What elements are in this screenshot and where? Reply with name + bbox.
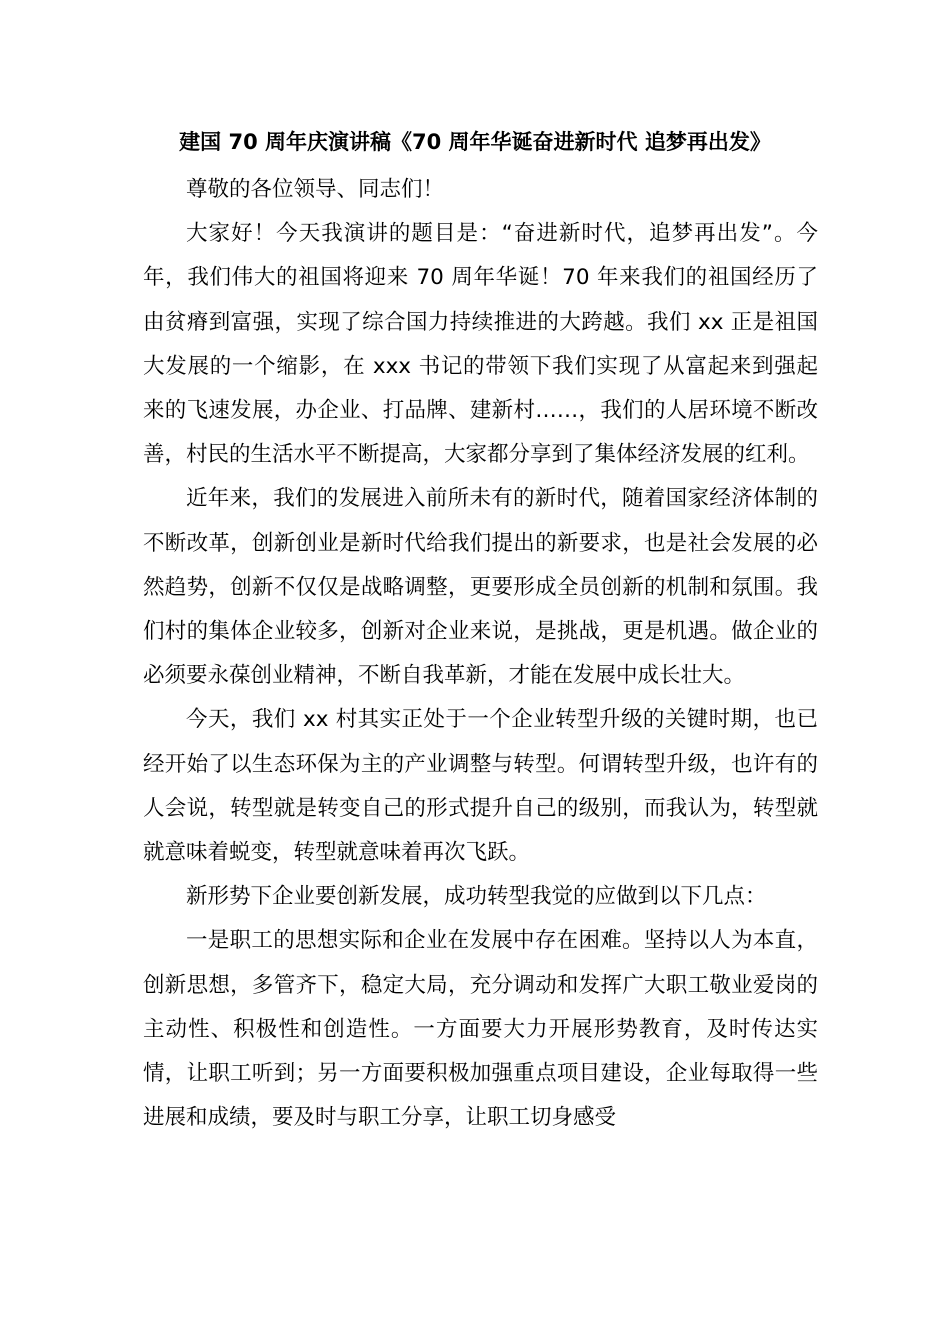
transformation-paragraph: 今天，我们 xx 村其实正处于一个企业转型升级的关键时期，也已经开始了以生态环保为主的产业调整与转型。何谓转型升级，也许有的人会说，转型就是转变自己的形式提升自己的级别，而我认为，转型就就意味着蜕变，转型就意味着再次飞跃。 <box>143 707 818 866</box>
intro-paragraph: 大家好！今天我演讲的题目是：“奋进新时代，追梦再出发”。今年，我们伟大的祖国将迎来 70 周年华诞！70 年来我们的祖国经历了由贫瘠到富强，实现了综合国力持续推进的大跨越。我们 xx 正是祖国大发展的一个缩影，在 xxx 书记的带领下我们实现了从富起来到强起来的飞速发展，办企业、打品牌、建新村……，我们的人居环境不断改善，村民的生活水平不断提高，大家都分享到了集体经济发展的红利。 <box>143 221 818 468</box>
points-intro-paragraph: 新形势下企业要创新发展，成功转型我觉的应做到以下几点： <box>186 884 767 910</box>
salutation-paragraph: 尊敬的各位领导、同志们！ <box>186 177 445 202</box>
document-title: 建国 70 周年庆演讲稿《70 周年华诞奋进新时代 追梦再出发》 <box>179 130 771 154</box>
point-one-paragraph: 一是职工的思想实际和企业在发展中存在困难。坚持以人为本直，创新思想，多管齐下，稳定大局，充分调动和发挥广大职工敬业爱岗的主动性、积极性和创造性。一方面要大力开展形势教育，及时传达实情，让职工听到；另一方面要积极加强重点项目建设，企业每取得一些进展和成绩，要及时与职工分享，让职工切身感受 <box>143 928 818 1131</box>
innovation-paragraph: 近年来，我们的发展进入前所未有的新时代，随着国家经济体制的不断改革，创新创业是新时代给我们提出的新要求，也是社会发展的必然趋势，创新不仅仅是战略调整，更要形成全员创新的机制和氛围。我们村的集体企业较多，创新对企业来说，是挑战，更是机遇。做企业的必须要永葆创业精神，不断自我革新，才能在发展中成长壮大。 <box>143 486 818 689</box>
document-body <box>143 168 818 1140</box>
